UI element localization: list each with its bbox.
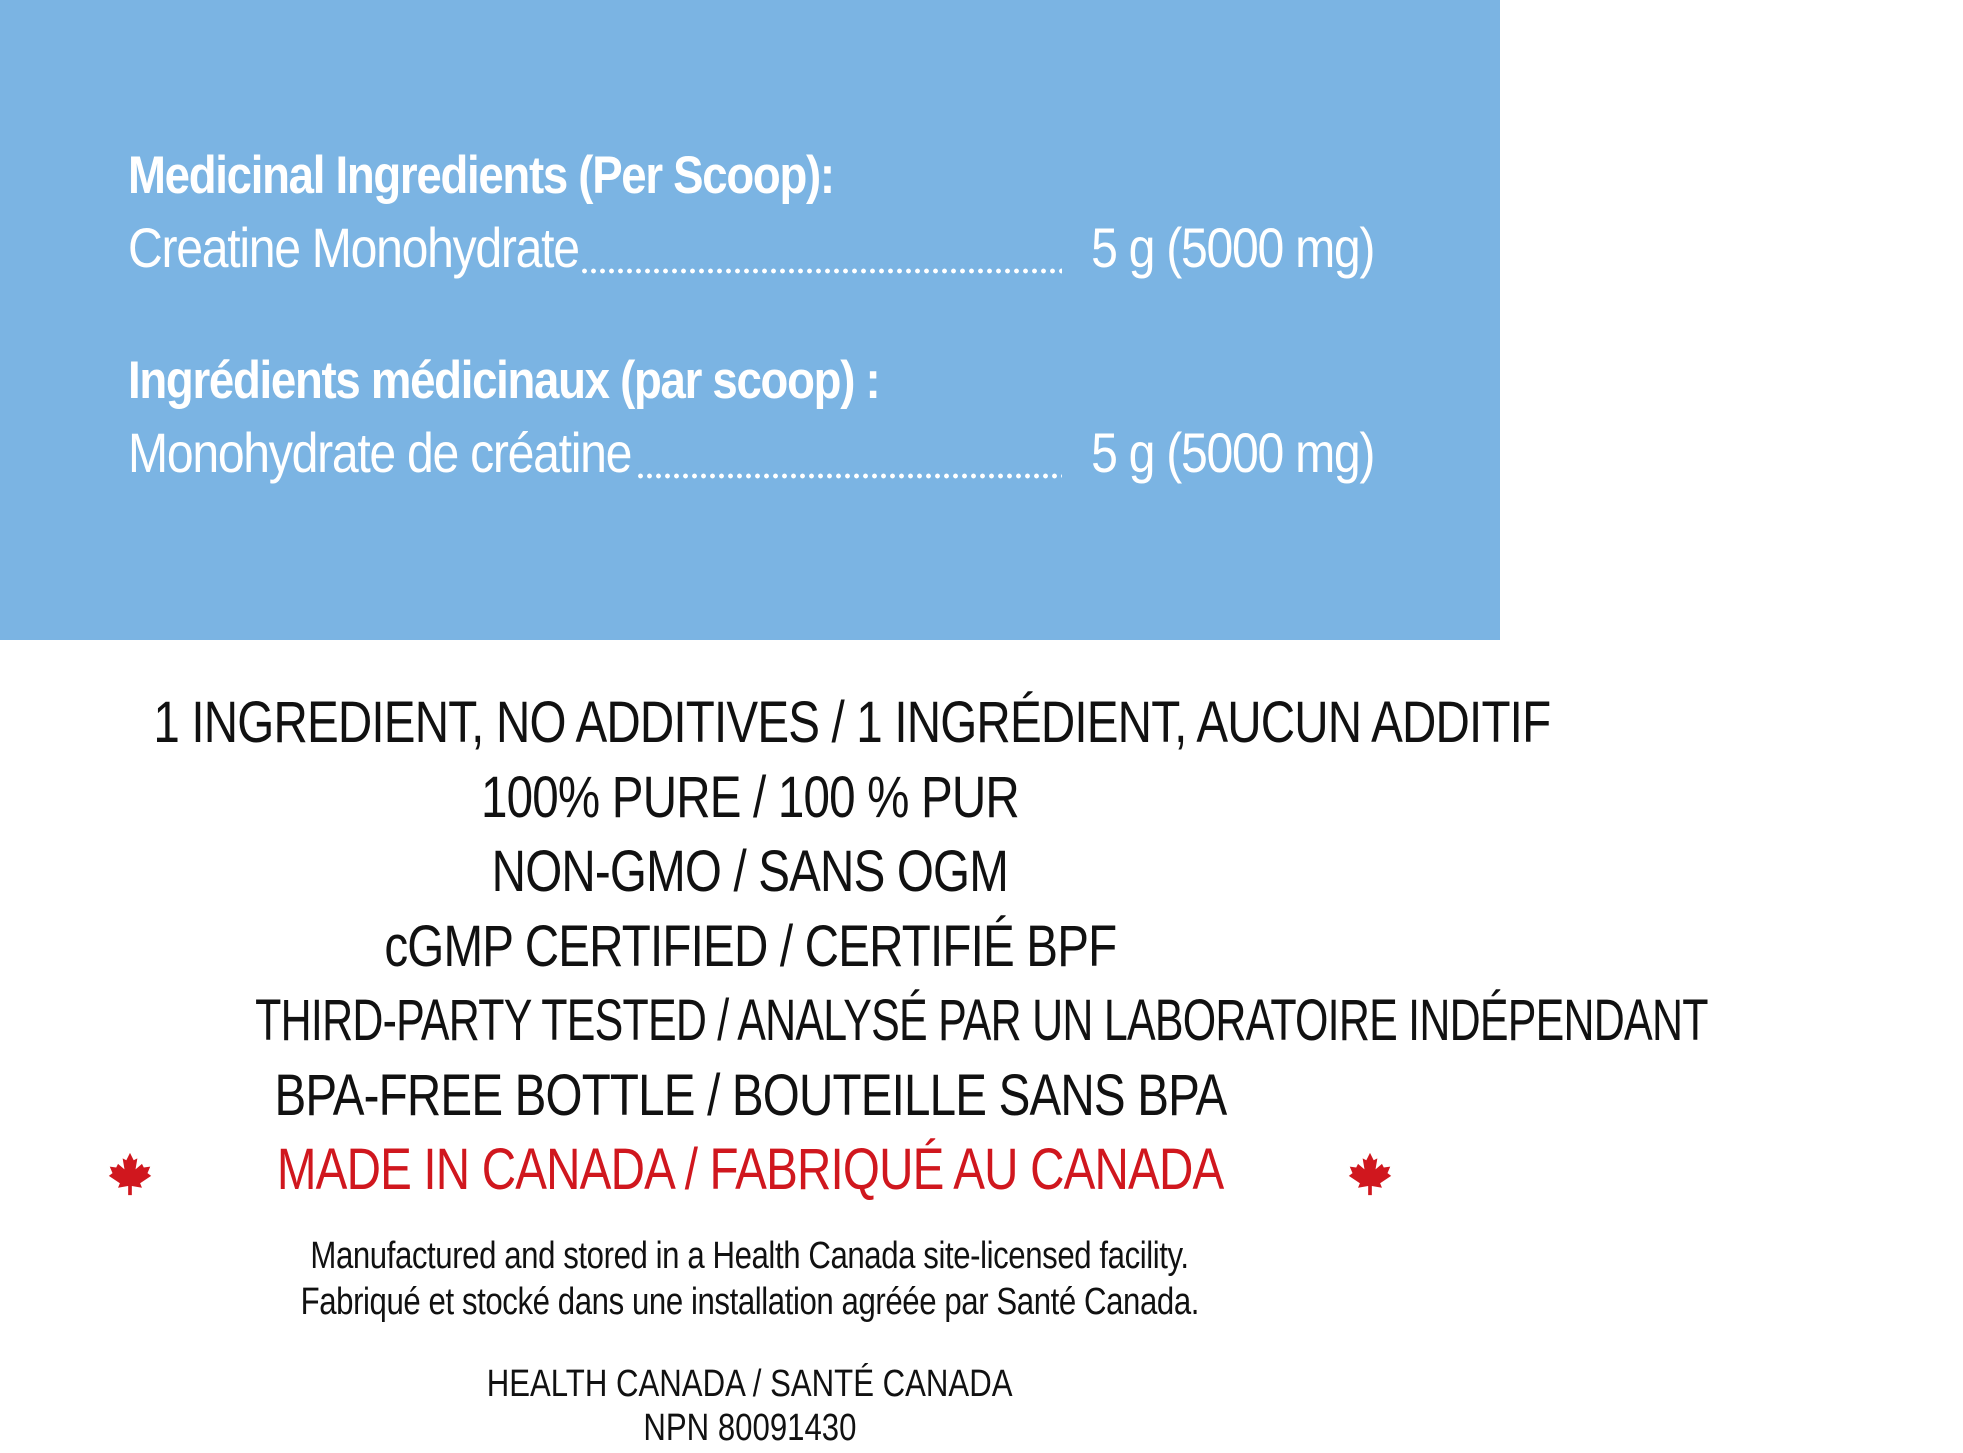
claim-third-party: THIRD-PARTY TESTED / ANALYSÉ PAR UN LABORATOIRE INDÉPENDANT [255, 988, 1708, 1053]
ingredient-line-fr [128, 417, 1374, 489]
claim-one-ingredient: 1 INGREDIENT, NO ADDITIVES / 1 INGRÉDIENT, AUCUN ADDITIF [153, 690, 1551, 755]
license-authority: HEALTH CANADA / SANTÉ CANADA [487, 1363, 1013, 1405]
medicinal-heading-en: Medicinal Ingredients (Per Scoop): [128, 146, 834, 205]
facility-line-fr: Fabriqué et stocké dans une installation agréée par Santé Canada. [300, 1281, 1200, 1323]
license-info [0, 1362, 1500, 1450]
claim-non-gmo: NON-GMO / SANS OGM [491, 839, 1009, 904]
medicinal-heading-fr: Ingrédients médicinaux (par scoop) : [128, 351, 880, 410]
dot-leader [580, 268, 1062, 274]
facility-line-en: Manufactured and stored in a Health Canada site-licensed facility. [310, 1235, 1190, 1277]
npn-number: NPN 80091430 [643, 1407, 857, 1449]
facility-statement [0, 1233, 1500, 1325]
ingredient-name-fr: Monohydrate de créatine [128, 421, 632, 484]
ingredient-name-en: Creatine Monohydrate [128, 216, 579, 279]
product-claims [0, 686, 1708, 1208]
ingredient-amount-fr: 5 g (5000 mg) [1090, 421, 1374, 484]
maple-leaf-icon [107, 1151, 153, 1197]
dot-leader [636, 473, 1062, 479]
maple-leaf-icon [1347, 1151, 1393, 1197]
made-in-canada [0, 1133, 1500, 1208]
made-in-canada-text: MADE IN CANADA / FABRIQUÉ AU CANADA [276, 1137, 1224, 1202]
medicinal-ingredients-fr [128, 345, 1374, 489]
ingredient-line-en [128, 212, 1374, 284]
claim-bpa-free: BPA-FREE BOTTLE / BOUTEILLE SANS BPA [274, 1062, 1226, 1128]
medicinal-ingredients-panel [0, 0, 1500, 640]
claim-pure: 100% PURE / 100 % PUR [481, 764, 1019, 830]
claim-cgmp: cGMP CERTIFIED / CERTIFIÉ BPF [383, 913, 1117, 979]
medicinal-ingredients-en [128, 140, 1374, 284]
ingredient-amount-en: 5 g (5000 mg) [1090, 216, 1374, 279]
